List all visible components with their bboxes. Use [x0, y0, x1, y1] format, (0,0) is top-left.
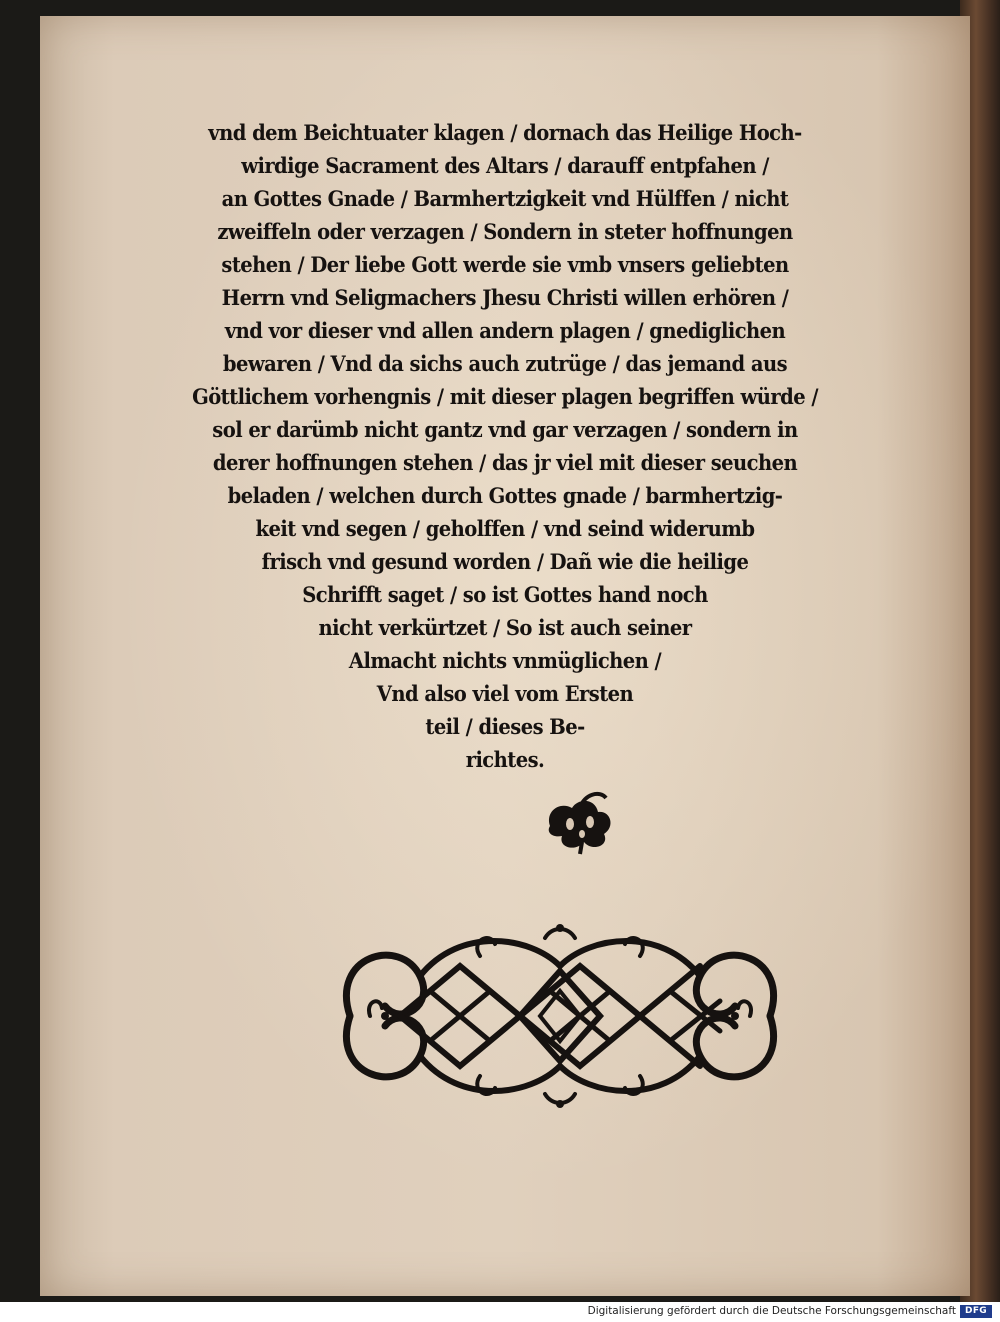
text-line: Almacht nichts vnmüglichen /	[348, 648, 662, 673]
footer-bar	[0, 1302, 1000, 1322]
funding-credit: Digitalisierung gefördert durch die Deutsche Forschungsgemeinschaft	[587, 1305, 956, 1317]
text-line: Herrn vnd Seligmachers Jhesu Christi willen erhören /	[221, 285, 789, 310]
text-line: nicht verkürtzet / So ist auch seiner	[318, 615, 692, 640]
text-line: frisch vnd gesund worden / Dañ wie die heilige	[261, 549, 749, 574]
leaf-fleuron-icon	[540, 786, 620, 856]
text-line: Göttlichem vorhengnis / mit dieser plagen begriffen würde /	[192, 384, 818, 409]
text-line: beladen / welchen durch Gottes gnade / barmhertzig-	[227, 483, 783, 508]
knotwork-tailpiece-icon	[330, 916, 790, 1116]
text-line: sol er darümb nicht gantz vnd gar verzagen / sondern in	[212, 417, 798, 442]
document-page	[40, 16, 970, 1296]
text-line: zweiffeln oder verzagen / Sondern in steter hoffnungen	[217, 219, 793, 244]
text-line: Vnd also viel vom Ersten	[376, 681, 634, 706]
text-line: vnd dem Beichtuater klagen / dornach das Heilige Hoch-	[208, 120, 802, 145]
text-line: vnd vor dieser vnd allen andern plagen / gnediglichen	[224, 318, 786, 343]
dfg-logo: DFG	[960, 1305, 992, 1318]
text-line: an Gottes Gnade / Barmhertzigkeit vnd Hülffen / nicht	[221, 186, 789, 211]
text-line: keit vnd segen / geholffen / vnd seind widerumb	[255, 516, 755, 541]
text-line: wirdige Sacrament des Altars / darauff entpfahen /	[241, 153, 769, 178]
text-line: stehen / Der liebe Gott werde sie vmb vnsers geliebten	[221, 252, 789, 277]
text-line: teil / dieses Be-	[425, 714, 585, 739]
text-line: derer hoffnungen stehen / das jr viel mit dieser seuchen	[212, 450, 798, 475]
text-line: Schrifft saget / so ist Gottes hand noch	[302, 582, 708, 607]
text-line: bewaren / Vnd da sichs auch zutrüge / das jemand aus	[222, 351, 788, 376]
text-line: richtes.	[465, 747, 545, 772]
